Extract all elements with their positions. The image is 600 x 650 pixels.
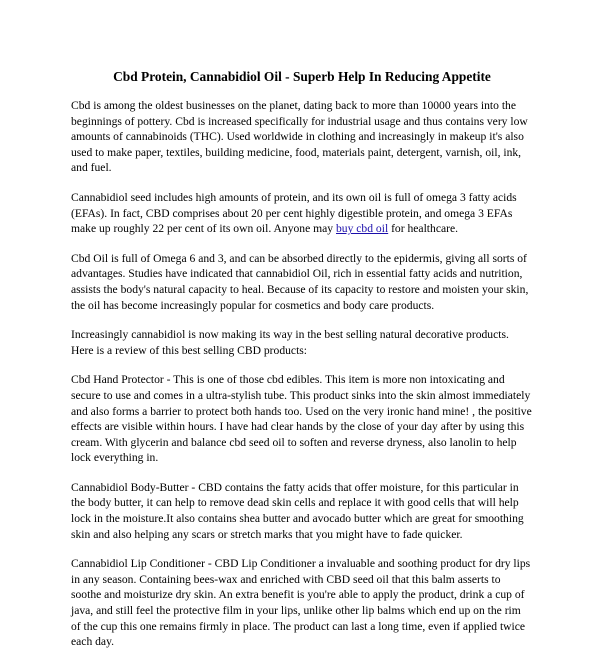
spacer (71, 542, 533, 556)
spacer (71, 466, 533, 480)
paragraph-review-intro: Increasingly cannabidiol is now making its way in the best selling natural decorative products. Here is a review of this best selling CBD products: (71, 328, 509, 357)
spacer (71, 237, 533, 251)
paragraph-lip-conditioner: Cannabidiol Lip Conditioner - CBD Lip Conditioner a invaluable and soothing product for dry lips in any season. Containing bees-wax and enriched with CBD seed oil that this balm asserts to soothe and moisturize dry skin. An extra benefit is you're able to apply the product, drink a cup of java, and still feel the protective film in your lips, unlike other lip balms which end up on the rim of the cup this one remains firmly in place. The product can last a long time, even if applied twice each day. (71, 557, 531, 649)
spacer (71, 313, 533, 327)
paragraph-body-butter: Cannabidiol Body-Butter - CBD contains the fatty acids that offer moisture, for this particular in the body butter, it can help to remove dead skin cells and replace it with good cells that will help lock in the moisture.It also contains shea butter and avocado butter which are great for smoothing skin and also helping any scars or stretch marks that you might have to fade quicker. (71, 480, 524, 541)
paragraph-protein (71, 190, 533, 237)
paragraph-intro: Cbd is among the oldest businesses on the planet, dating back to more than 10000 years into the beginnings of pottery. Cbd is increased specifically for industrial usage and thus contains very low amounts of cannabinoids (THC). Used worldwide in clothing and increasingly in makeup it's also used to make paper, textiles, building medicine, food, materials paint, detergent, varnish, oil, ink, and fuel. (71, 99, 528, 175)
paragraph-protein-text-before: Cannabidiol seed includes high amounts of protein, and its own oil is full of omega 3 fatty acids (EFAs). In fact, CBD comprises about 20 per cent highly digestible protein, and omega 3 EFAs make up roughly 22 per cent of its own oil. Anyone may (71, 190, 517, 236)
document-page (71, 68, 533, 650)
paragraph-hand-protector: Cbd Hand Protector - This is one of those cbd edibles. This item is more non intoxicating and secure to use and comes in a ultra-stylish tube. This product sinks into the skin almost immediately and also forms a barrier to protect both hands too. Used on the very ironic hand mine! , the positive effects are visible within hours. I have had clear hands by the close of your day after by using this cream. With glycerin and balance cbd seed oil to soften and reverse dryness, also lanolin to help lock everything in. (71, 373, 532, 465)
buy-cbd-oil-link[interactable]: buy cbd oil (336, 222, 389, 236)
spacer (71, 358, 533, 372)
page-title: Cbd Protein, Cannabidiol Oil - Superb Help In Reducing Appetite (113, 69, 491, 84)
paragraph-omega: Cbd Oil is full of Omega 6 and 3, and can be absorbed directly to the epidermis, giving all sorts of advantages. Studies have indicated that cannabidiol Oil, rich in essential fatty acids and nutrition, assists the body's natural capacity to heal. Because of its capacity to restore and moisten your skin, the oil has become increasingly popular for cosmetics and body care products. (71, 251, 529, 312)
spacer (71, 176, 533, 190)
paragraph-protein-text-after: for healthcare. (388, 222, 459, 236)
spacer (71, 85, 533, 98)
